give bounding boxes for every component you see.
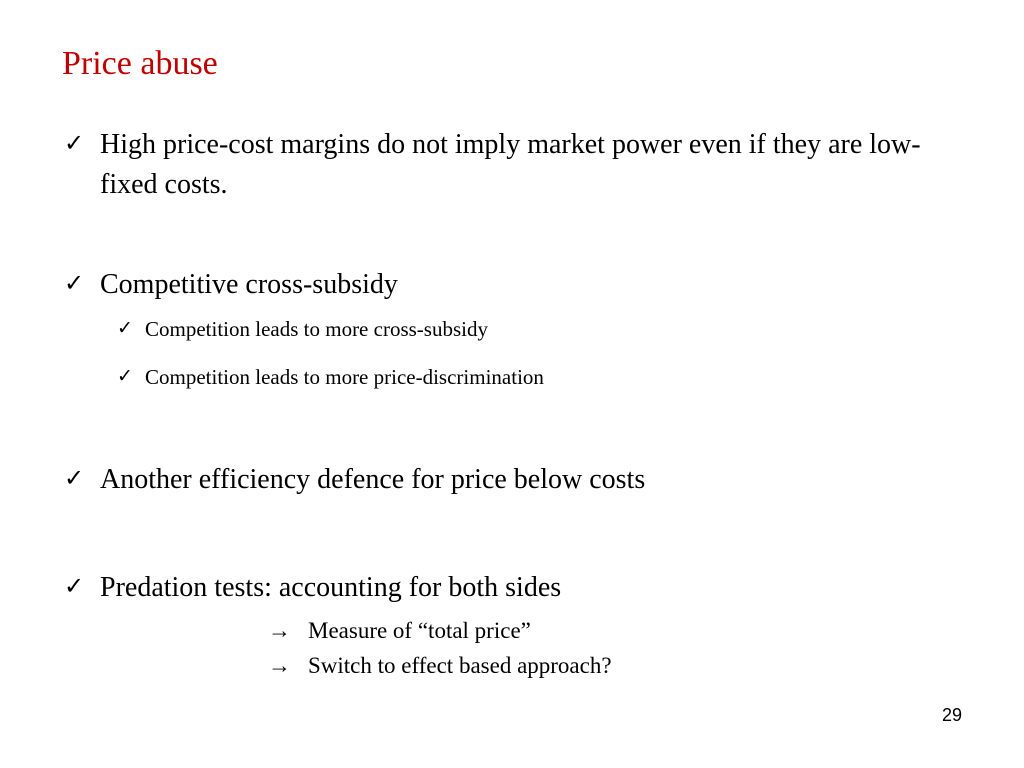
bullet-predation-tests (64, 568, 562, 608)
sub-item-text: Switch to effect based approach? (308, 653, 612, 678)
page-number: 29 (941, 705, 962, 725)
check-icon: ✓ (117, 366, 133, 387)
slide-title: Price abuse (62, 45, 218, 82)
bullet-text: Another efficiency defence for price below costs (100, 464, 646, 495)
check-icon: ✓ (64, 574, 85, 600)
sub-item-text: Measure of “total price” (308, 618, 531, 643)
bullet-efficiency-defence (64, 460, 646, 500)
arrow-right-icon: → (268, 653, 291, 678)
sub-bullet-text: Competition leads to more cross-subsidy (145, 317, 488, 341)
check-icon: ✓ (64, 271, 85, 297)
sub-item-total-price (268, 615, 531, 647)
bullet-text: High price-cost margins do not imply market power even if they are low-fixed costs. (100, 129, 921, 200)
check-icon: ✓ (117, 318, 133, 339)
arrow-right-icon: → (268, 618, 291, 643)
bullet-text: Competitive cross-subsidy (100, 269, 398, 300)
sub-bullet-text: Competition leads to more price-discrimination (145, 365, 544, 389)
bullet-text: Predation tests: accounting for both sides (100, 572, 562, 603)
check-icon: ✓ (64, 466, 85, 492)
sub-bullet-price-discrimination (117, 362, 544, 392)
sub-bullet-cross-subsidy (117, 314, 488, 344)
sub-item-effect-based (268, 650, 612, 682)
check-icon: ✓ (64, 131, 85, 157)
bullet-competitive-cross-subsidy (64, 265, 398, 305)
bullet-price-cost-margins (64, 125, 940, 205)
